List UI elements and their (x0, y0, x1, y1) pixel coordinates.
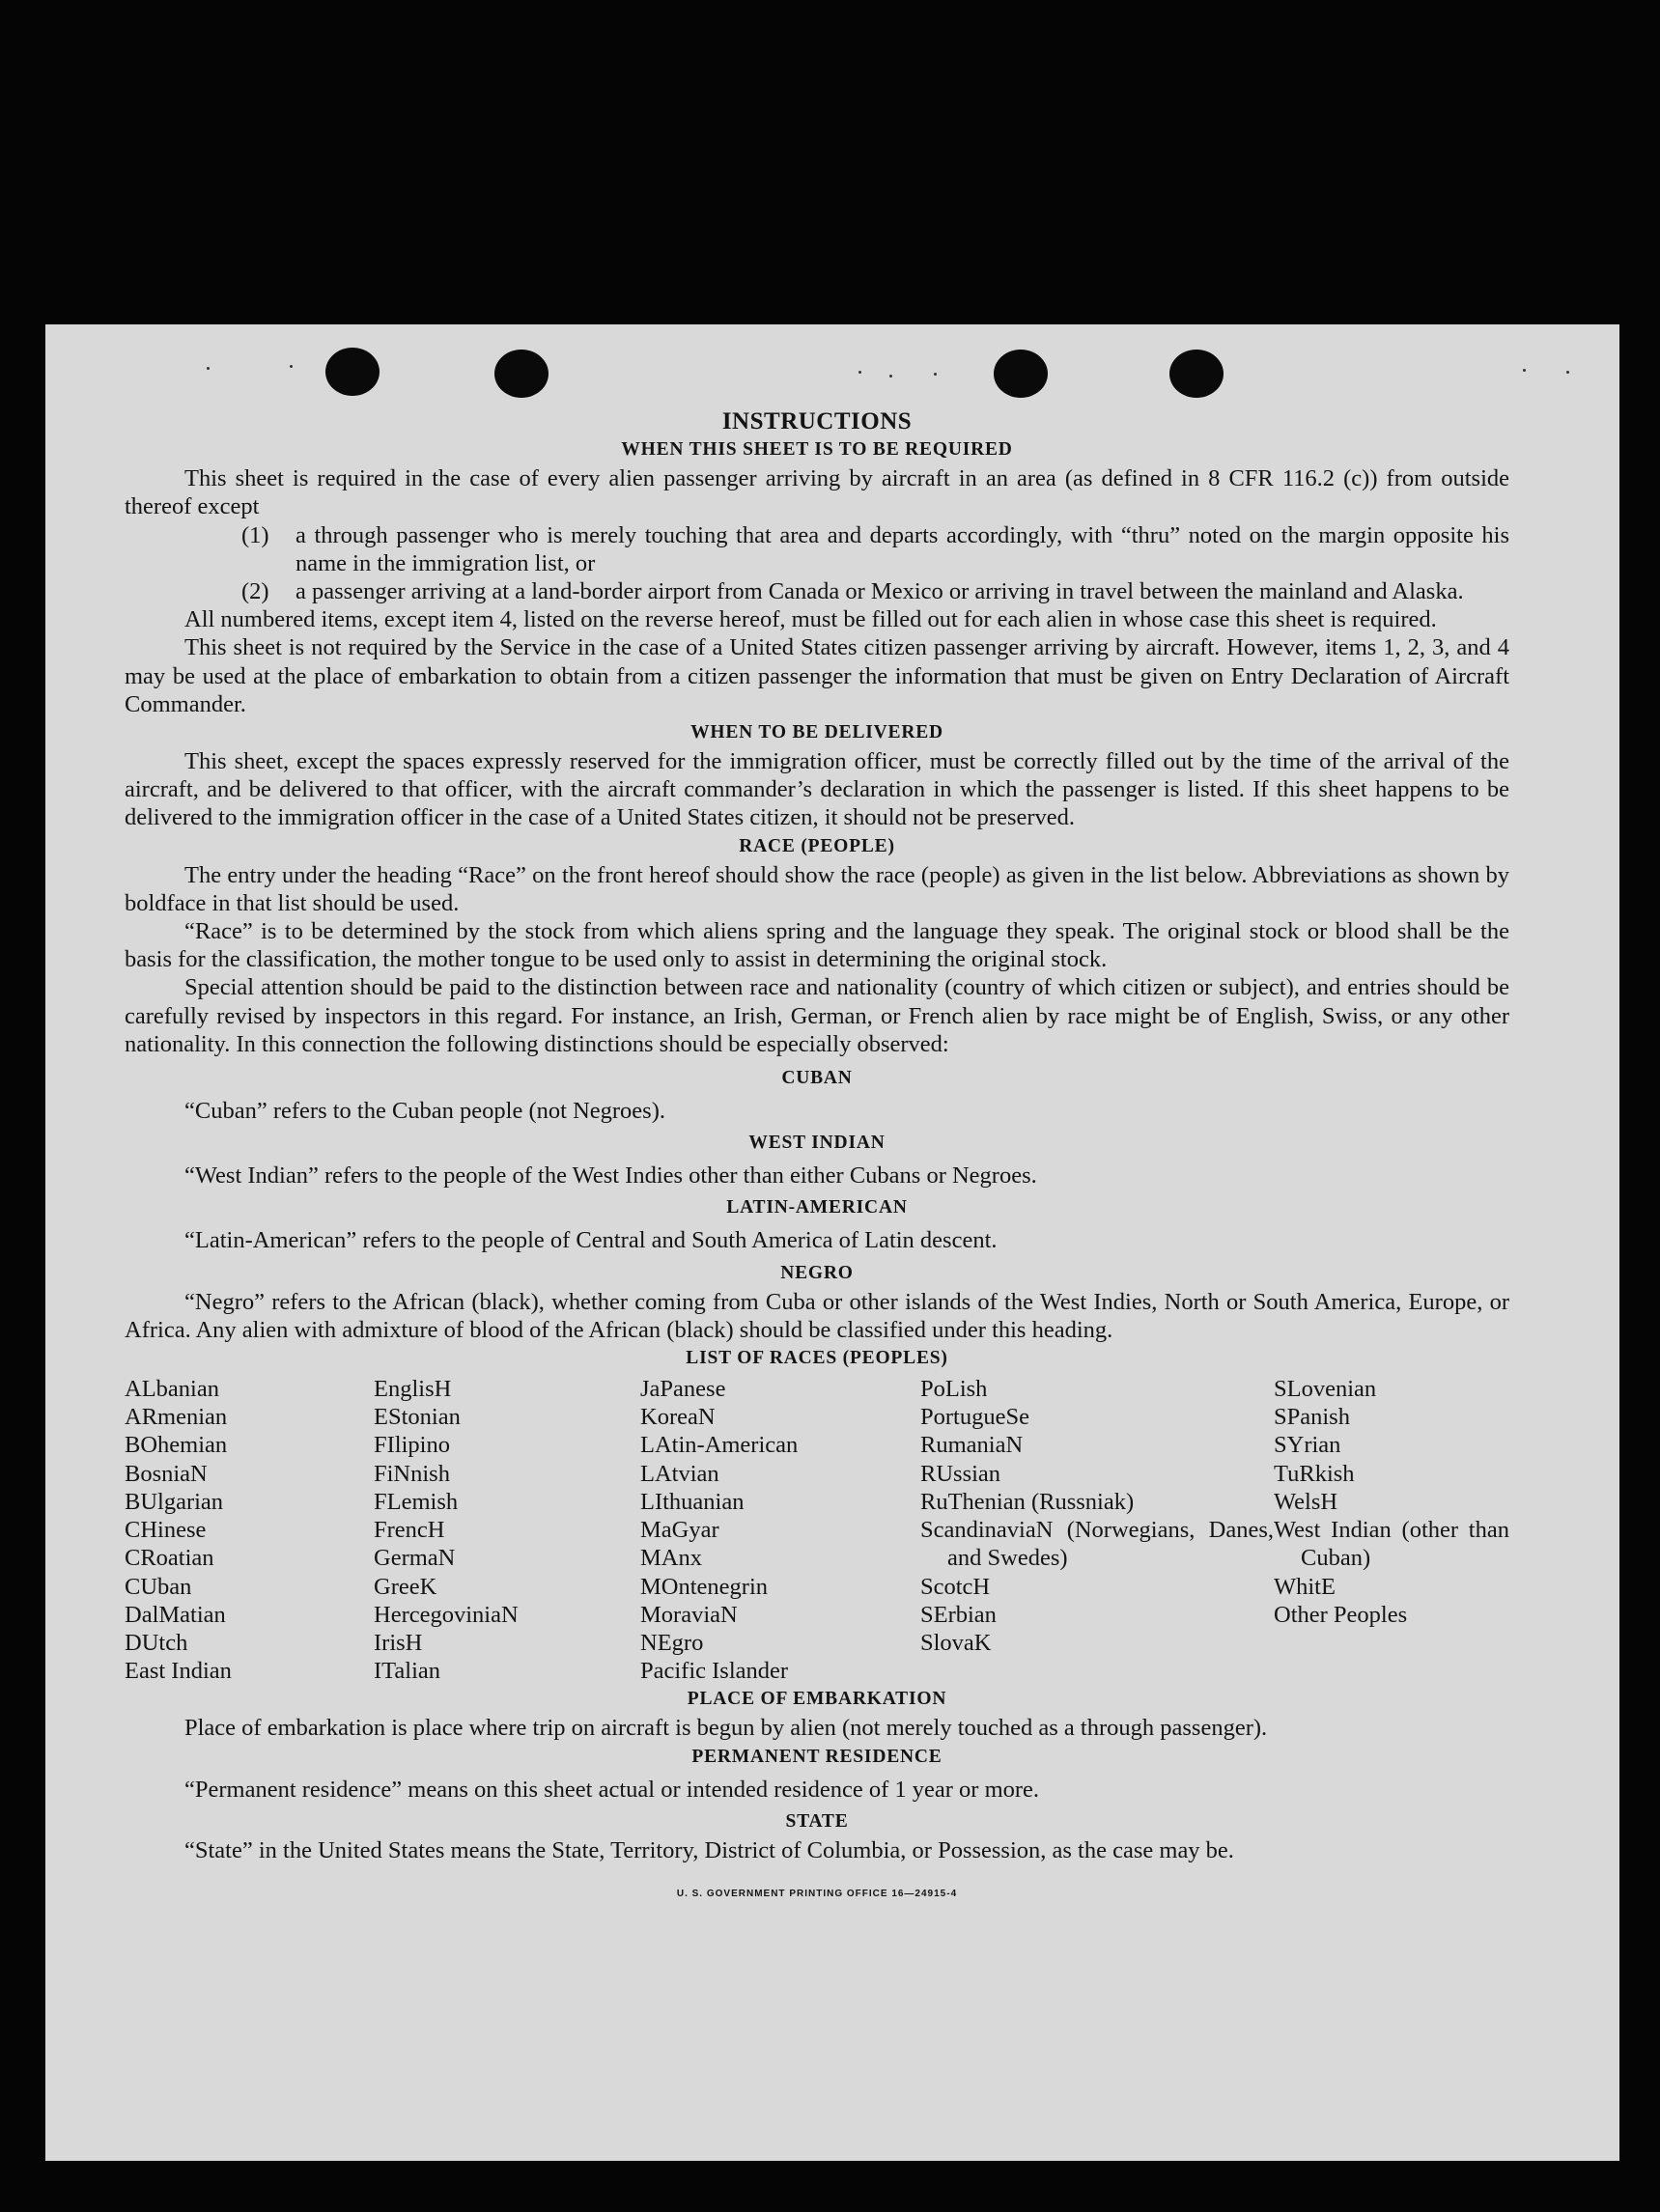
race-entry: SLovenian (1274, 1376, 1377, 1403)
race-entry: SlovaK (920, 1629, 992, 1656)
paragraph: “Negro” refers to the African (black), whether coming from Cuba or other islands of the West Indies, North or South America, Europe, or Africa. Any alien with admixture of blood of the African (black) should be classified under this heading. (125, 1288, 1509, 1343)
item-number: (2) (241, 578, 269, 605)
section-heading: RACE (PEOPLE) (739, 835, 895, 856)
race-entry: FiNnish (374, 1460, 450, 1487)
race-entry: DUtch (125, 1629, 188, 1656)
races-column (920, 1375, 1274, 1685)
page-title: INSTRUCTIONS (721, 408, 913, 434)
race-entry: SPanish (1274, 1404, 1350, 1431)
item-text: a passenger arriving at a land-border airport from Canada or Mexico or arriving in travel between the mainland and Alaska. (295, 578, 1464, 605)
race-entry: BosniaN (125, 1460, 208, 1487)
race-entry: RUssian (920, 1460, 1001, 1487)
section-heading: PERMANENT RESIDENCE (691, 1746, 943, 1767)
race-entry: EStonian (374, 1404, 461, 1431)
section-heading: WHEN THIS SHEET IS TO BE REQUIRED (621, 439, 1013, 461)
instructions-content (125, 407, 1509, 1908)
item-number: (1) (241, 521, 269, 548)
race-entry: JaPanese (640, 1376, 726, 1403)
race-entry: LAtvian (640, 1460, 719, 1487)
race-entry: BUlgarian (125, 1488, 224, 1515)
races-column (125, 1375, 374, 1685)
paragraph: “Race” is to be determined by the stock from which aliens spring and the language they speak. The original stock or blood shall be the basis for the classification, the mother tongue to be used only to assist in determining the original stock. (125, 918, 1509, 973)
speck (889, 375, 892, 378)
paragraph: The entry under the heading “Race” on the front hereof should show the race (people) as given in the list below. Abbreviations as shown by boldface in that list should be used. (125, 861, 1509, 916)
speck (207, 367, 210, 370)
paragraph: “West Indian” refers to the people of the West Indies other than either Cubans or Negroes. (184, 1162, 1037, 1190)
race-entry: West Indian (other than Cuban) (1274, 1517, 1509, 1572)
race-entry: HercegoviniaN (374, 1601, 519, 1628)
race-entry: GreeK (374, 1573, 437, 1600)
speck (1523, 369, 1526, 372)
race-entry: PortugueSe (920, 1404, 1029, 1431)
race-entry: DalMatian (125, 1601, 226, 1628)
section-heading: WHEN TO BE DELIVERED (690, 722, 943, 743)
race-entry: CUban (125, 1573, 192, 1600)
race-entry: ScandinaviaN (Norwegians, Danes, and Swedes) (920, 1517, 1274, 1572)
race-entry: ALbanian (125, 1376, 219, 1403)
speck (934, 373, 937, 376)
race-entry: ARmenian (125, 1404, 228, 1431)
paragraph: “State” in the United States means the State, Territory, District of Columbia, or Possession, as the case may be. (184, 1836, 1234, 1863)
list-item (125, 577, 1509, 605)
list-item (125, 521, 1509, 577)
paragraph: All numbered items, except item 4, listed on the reverse hereof, must be filled out for each alien in whose case this sheet is required. (184, 606, 1437, 633)
race-entry: FLemish (374, 1488, 459, 1515)
paragraph: This sheet is required in the case of every alien passenger arriving by aircraft in an area (as defined in 8 CFR 116.2 (c)) from outside thereof except (125, 465, 1509, 520)
section-heading: STATE (785, 1810, 849, 1832)
races-list (125, 1375, 1509, 1685)
race-entry: FrencH (374, 1517, 445, 1544)
race-entry: KoreaN (640, 1404, 716, 1431)
races-heading: LIST OF RACES (PEOPLES) (686, 1348, 948, 1369)
race-entry: RuThenian (Russniak) (920, 1488, 1135, 1515)
race-entry: IrisH (374, 1629, 423, 1656)
races-column (640, 1375, 920, 1685)
race-entry: MoraviaN (640, 1601, 738, 1628)
paragraph: This sheet is not required by the Service in the case of a United States citizen passenger arriving by aircraft. However, items 1, 2, 3, and 4 may be used at the place of embarkation to obtain from a citizen passenger the information that must be given on Entry Declaration of Aircraft Commander. (125, 634, 1509, 717)
race-entry: ITalian (374, 1658, 441, 1685)
punch-hole (494, 350, 549, 398)
race-entry: TuRkish (1274, 1460, 1355, 1487)
section-heading: PLACE OF EMBARKATION (687, 1689, 947, 1710)
race-entry: PoLish (920, 1376, 988, 1403)
section-heading: CUBAN (781, 1068, 853, 1089)
paragraph: “Cuban” refers to the Cuban people (not Negroes). (184, 1098, 665, 1125)
section-heading: WEST INDIAN (748, 1133, 886, 1154)
paragraph: This sheet, except the spaces expressly reserved for the immigration officer, must be correctly filled out by the time of the arrival of the aircraft, and be delivered to that officer, with the aircraft commander’s declaration in which the passenger is listed. If this sheet happens to be delivered to the immigration officer in the case of a United States citizen, it should not be preserved. (125, 748, 1509, 831)
race-entry: WelsH (1274, 1488, 1338, 1515)
race-entry: WhitE (1274, 1573, 1336, 1600)
instruction-sheet (45, 324, 1619, 2161)
race-entry: CHinese (125, 1517, 207, 1544)
race-entry: CRoatian (125, 1545, 214, 1572)
punch-hole (325, 348, 380, 396)
section-heading: NEGRO (780, 1262, 854, 1283)
race-entry: GermaN (374, 1545, 456, 1572)
speck (858, 371, 861, 374)
race-entry: MaGyar (640, 1517, 719, 1544)
race-entry: East Indian (125, 1658, 232, 1685)
printer-imprint: U. S. GOVERNMENT PRINTING OFFICE 16—24915-4 (676, 1888, 958, 1899)
race-entry: SErbian (920, 1601, 997, 1628)
paragraph: Special attention should be paid to the distinction between race and nationality (country of which citizen or subject), and entries should be carefully revised by inspectors in this regard. For instance, an Irish, German, or French alien by race might be of English, Swiss, or any other nationality. In this connection the following distinctions should be especially observed: (125, 974, 1509, 1057)
races-column (1274, 1375, 1509, 1685)
race-entry: FIlipino (374, 1432, 450, 1459)
race-entry: MAnx (640, 1545, 702, 1572)
race-entry: EnglisH (374, 1376, 452, 1403)
item-text: a through passenger who is merely touching that area and departs accordingly, with “thru” noted on the margin opposite his name in the immigration list, or (295, 521, 1509, 576)
race-entry: BOhemian (125, 1432, 228, 1459)
speck (290, 365, 293, 368)
race-entry: Pacific Islander (640, 1658, 789, 1685)
race-entry: LAtin-American (640, 1432, 799, 1459)
race-entry: RumaniaN (920, 1432, 1024, 1459)
punch-hole (1169, 350, 1224, 398)
race-entry: NEgro (640, 1629, 704, 1656)
race-entry: Other Peoples (1274, 1601, 1408, 1628)
paragraph: Place of embarkation is place where trip on aircraft is begun by alien (not merely touched as a through passenger). (184, 1715, 1268, 1742)
paragraph: “Permanent residence” means on this sheet actual or intended residence of 1 year or more. (184, 1776, 1040, 1803)
race-entry: SYrian (1274, 1432, 1341, 1459)
section-heading: LATIN-AMERICAN (726, 1197, 908, 1218)
speck (1566, 371, 1569, 374)
punch-hole (994, 350, 1048, 398)
race-entry: ScotcH (920, 1573, 991, 1600)
race-entry: LIthuanian (640, 1488, 745, 1515)
paragraph: “Latin-American” refers to the people of Central and South America of Latin descent. (184, 1227, 998, 1254)
race-entry: MOntenegrin (640, 1573, 768, 1600)
races-column (374, 1375, 640, 1685)
